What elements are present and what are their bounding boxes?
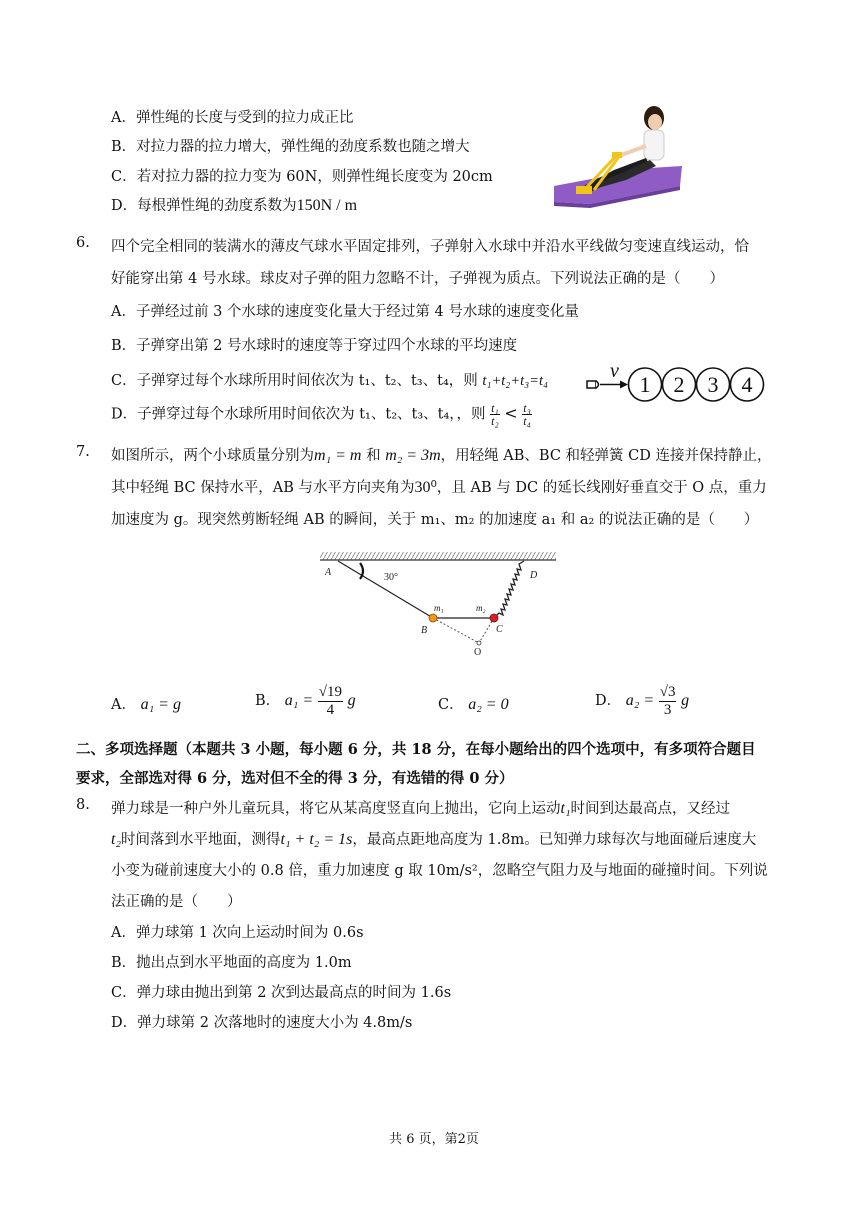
q7-option-b-label: B．: [255, 693, 281, 709]
q7-option-d-numerator: √3: [659, 683, 676, 700]
q7-option-b-numerator: √19: [318, 683, 342, 700]
q7-option-d-fraction: [659, 684, 677, 719]
q8-time-equation: t₁ + t₂ = 1s: [280, 831, 353, 848]
q7-angle: 30⁰: [414, 479, 437, 496]
q7-option-b-fraction: [318, 684, 343, 719]
mass-m1-label: m₁: [434, 603, 444, 613]
extension-bo: [433, 618, 479, 643]
ball-m1: [429, 614, 437, 622]
angle-arc: [360, 563, 363, 579]
point-b-label: B: [421, 625, 428, 636]
q6-frac2-denominator: t₄: [523, 414, 531, 428]
q6-option-b: B．子弹穿出第 2 号水球时的速度等于穿过四个水球的平均速度: [111, 338, 518, 354]
water-ball-2-label: 2: [673, 372, 685, 397]
q6-option-c-equation: t₁+t₂+t₃=t₄: [482, 373, 549, 389]
q6-stem-line1: 四个完全相同的装满水的薄皮气球水平固定排列，子弹射入水球中并沿水平线做匀变速直线运动，恰: [111, 239, 749, 255]
q5-option-a: A．弹性绳的长度与受到的拉力成正比: [111, 110, 354, 126]
q7-option-d-label: D．: [595, 693, 622, 709]
angle-label: 30°: [384, 572, 398, 583]
velocity-label: v: [610, 360, 619, 382]
water-balls-figure: [586, 360, 772, 406]
q7-option-b: [255, 679, 356, 723]
q6-option-d: [111, 402, 532, 427]
ball-m2: [490, 614, 498, 622]
q5-option-c: C．若对拉力器的拉力变为 60N，则弹性绳长度变为 20cm: [111, 169, 493, 185]
water-ball-4-label: 4: [741, 372, 753, 397]
q6-stem-line2: 好能穿出第 4 号水球。球皮对子弹的阻力忽略不计，子弹视为质点。下列说法正确的是（ ）: [111, 271, 724, 287]
ceiling: [320, 552, 556, 560]
q5-option-d: [111, 194, 357, 215]
q7-option-d-g: g: [681, 692, 690, 709]
q7-m1-equation: m₁ = m: [314, 447, 362, 464]
section-2-heading-line2: 要求，全部选对得 6 分，选对但不全的得 3 分，有选错的得 0 分）: [76, 770, 514, 787]
q8-stem-line3: 小变为碰前速度大小的 0.8 倍，重力加速度 g 取 10m/s²，忽略空气阻力及与地面的碰撞时间。下列说: [111, 863, 768, 879]
q8-stem-line2: [111, 828, 756, 849]
point-d-label: D: [530, 570, 538, 581]
q7-option-d-lhs: a₂ =: [625, 692, 655, 709]
q6-frac2-numerator: t₃: [523, 401, 531, 415]
spring-cd: [494, 561, 524, 618]
q7-stem-line3: 加速度为 g。现突然剪断轻绳 AB 的瞬间，关于 m₁、m₂ 的加速度 a₁ 和 a₂ 的说法正确的是（ ）: [111, 512, 759, 528]
point-o: [477, 641, 481, 645]
q8-option-b: B．抛出点到水平地面的高度为 1.0m: [111, 955, 352, 971]
q7-option-b-g: g: [347, 692, 356, 709]
water-ball-1-label: 1: [639, 372, 651, 397]
q7-option-a-expr: a₁ = g: [140, 696, 181, 713]
q7-option-d-denominator: 3: [663, 701, 672, 718]
point-a-label: A: [325, 567, 332, 578]
q8-t2: t₂: [111, 831, 122, 848]
rope-spring-figure: [316, 551, 560, 657]
q7-and: 和: [361, 448, 386, 464]
page-footer: 共 6 页，第2页: [389, 1132, 479, 1147]
q7-stem-line2-b: ，且 AB 与 DC 的延长线刚好垂直交于 O 点，重力: [436, 480, 767, 496]
q8-option-a: A．弹力球第 1 次向上运动时间为 0.6s: [111, 925, 364, 941]
q7-option-c: [438, 693, 509, 714]
q7-option-b-lhs: a₁ =: [284, 692, 314, 709]
point-o-label: O: [474, 647, 482, 657]
q7-stem-line1-b: ，用轻绳 AB、BC 和轻弹簧 CD 连接并保持静止，: [440, 448, 772, 464]
q8-option-d: D．弹力球第 2 次落地时的速度大小为 4.8m/s: [111, 1015, 413, 1031]
q6-option-c-text: C．子弹穿过每个水球所用时间依次为 t₁、t₂、t₃、t₄，则: [111, 373, 483, 389]
q7-option-c-label: C．: [438, 697, 464, 713]
q5-option-b: B．对拉力器的拉力增大，弹性绳的劲度系数也随之增大: [111, 139, 470, 155]
q6-fraction-t3-t4: [522, 402, 532, 427]
section-2-heading-line1: 二、多项选择题（本题共 3 小题，每小题 6 分，共 18 分，在每小题给出的四个选项中，有多项符合题目: [76, 741, 756, 758]
q6-frac1-numerator: t₁: [491, 401, 499, 415]
q7-option-a: [111, 693, 181, 714]
rope-ab: [338, 561, 433, 618]
q8-stem-line2-a: 时间落到水平地面，测得: [121, 832, 281, 848]
q6-option-d-text: D．子弹穿过每个水球所用时间依次为 t₁、t₂、t₃、t₄，，则: [111, 406, 486, 423]
q8-option-c: C．弹力球由抛出到第 2 次到达最高点的时间为 1.6s: [111, 985, 452, 1001]
q7-option-b-denominator: 4: [326, 701, 335, 718]
q8-stem-line1-a: 弹力球是一种户外儿童玩具，将它从某高度竖直向上抛出，它向上运动: [111, 801, 561, 817]
q8-t1: t₁: [560, 800, 571, 817]
q7-option-d: [595, 679, 689, 723]
mass-m2-label: m₂: [476, 603, 486, 613]
q7-option-c-expr: a₂ = 0: [468, 696, 509, 713]
q8-stem-line1: [111, 797, 730, 818]
q7-stem-line1-a: 如图所示，两个小球质量分别为: [111, 448, 314, 464]
q5-option-d-value: 150N / m: [296, 197, 358, 214]
q8-number: 8.: [76, 797, 90, 813]
q6-option-c: [111, 369, 548, 390]
exerciser-photo: [554, 100, 682, 208]
q6-frac1-denominator: t₂: [491, 414, 499, 428]
q7-stem-line1: [111, 444, 771, 465]
q7-number: 7.: [76, 444, 90, 460]
q6-less-than: <: [504, 403, 518, 423]
q6-option-a: A．子弹经过前 3 个水球的速度变化量大于经过第 4 号水球的速度变化量: [111, 304, 579, 320]
q7-stem-line2-a: 其中轻绳 BC 保持水平，AB 与水平方向夹角为: [111, 480, 415, 496]
point-c-label: C: [496, 624, 503, 635]
q6-fraction-t1-t2: [490, 402, 500, 427]
q8-stem-line2-b: ，最高点距地高度为 1.8m。已知弹力球每次与地面碰后速度大: [352, 832, 757, 848]
q5-option-d-text: D．每根弹性绳的劲度系数为: [111, 198, 297, 214]
q7-stem-line2: [111, 476, 767, 497]
q7-option-a-label: A．: [111, 697, 136, 713]
water-ball-3-label: 3: [707, 372, 719, 397]
q8-stem-line1-b: 时间到达最高点，又经过: [570, 801, 731, 817]
q7-m2-equation: m₂ = 3m: [385, 447, 441, 464]
q8-stem-line4: 法正确的是（ ）: [111, 894, 242, 910]
q6-number: 6.: [76, 235, 90, 251]
